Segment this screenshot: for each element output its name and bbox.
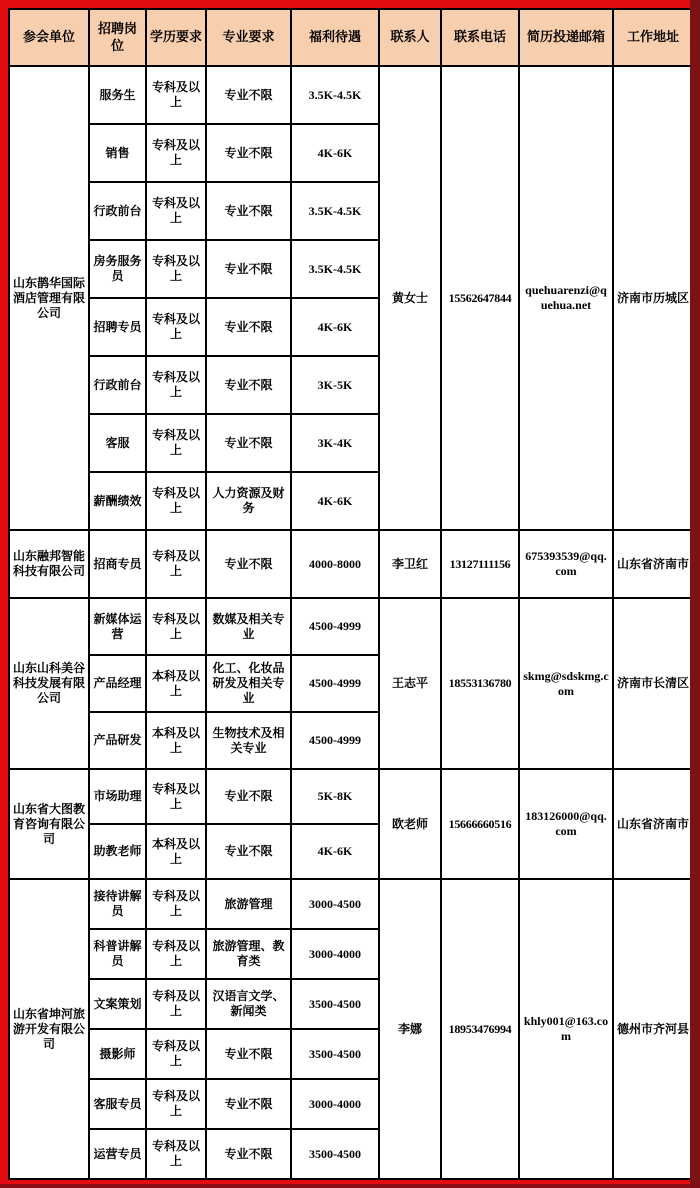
education-cell: 专科及以上 bbox=[146, 124, 206, 182]
company-name-cell: 山东山科美谷科技发展有限公司 bbox=[9, 598, 89, 769]
position-title-cell: 房务服务员 bbox=[89, 240, 146, 298]
table-row bbox=[9, 530, 693, 598]
education-cell: 专科及以上 bbox=[146, 66, 206, 124]
position-title-cell: 薪酬绩效 bbox=[89, 472, 146, 530]
position-title-cell: 市场助理 bbox=[89, 769, 146, 824]
table-row bbox=[9, 66, 693, 124]
address-cell: 山东省济南市 bbox=[613, 769, 693, 879]
salary-cell: 4500-4999 bbox=[291, 712, 379, 769]
education-cell: 专科及以上 bbox=[146, 182, 206, 240]
education-cell: 专科及以上 bbox=[146, 1129, 206, 1179]
salary-cell: 4500-4999 bbox=[291, 655, 379, 712]
education-cell: 专科及以上 bbox=[146, 1079, 206, 1129]
header-cell: 参会单位 bbox=[9, 9, 89, 66]
education-cell: 本科及以上 bbox=[146, 824, 206, 879]
salary-cell: 3.5K-4.5K bbox=[291, 182, 379, 240]
major-cell: 专业不限 bbox=[206, 240, 291, 298]
address-cell: 德州市齐河县 bbox=[613, 879, 693, 1179]
major-cell: 数媒及相关专业 bbox=[206, 598, 291, 655]
education-cell: 专科及以上 bbox=[146, 769, 206, 824]
email-cell: khly001@163.com bbox=[519, 879, 613, 1179]
header-cell: 福利待遇 bbox=[291, 9, 379, 66]
education-cell: 专科及以上 bbox=[146, 298, 206, 356]
salary-cell: 3.5K-4.5K bbox=[291, 240, 379, 298]
header-cell: 简历投递邮箱 bbox=[519, 9, 613, 66]
header-cell: 联系人 bbox=[379, 9, 441, 66]
major-cell: 专业不限 bbox=[206, 414, 291, 472]
table-area bbox=[8, 8, 692, 1178]
phone-cell: 18553136780 bbox=[441, 598, 519, 769]
salary-cell: 4K-6K bbox=[291, 472, 379, 530]
phone-cell: 18953476994 bbox=[441, 879, 519, 1179]
salary-cell: 4K-6K bbox=[291, 824, 379, 879]
education-cell: 专科及以上 bbox=[146, 929, 206, 979]
education-cell: 本科及以上 bbox=[146, 655, 206, 712]
major-cell: 专业不限 bbox=[206, 182, 291, 240]
phone-cell: 13127111156 bbox=[441, 530, 519, 598]
email-cell: quehuarenzi@quehua.net bbox=[519, 66, 613, 530]
table-row bbox=[9, 769, 693, 824]
major-cell: 专业不限 bbox=[206, 769, 291, 824]
major-cell: 专业不限 bbox=[206, 124, 291, 182]
company-name-cell: 山东鹊华国际酒店管理有限公司 bbox=[9, 66, 89, 530]
education-cell: 专科及以上 bbox=[146, 979, 206, 1029]
job-fair-table bbox=[8, 8, 694, 1180]
contact-name-cell: 欧老师 bbox=[379, 769, 441, 879]
address-cell: 山东省济南市 bbox=[613, 530, 693, 598]
education-cell: 专科及以上 bbox=[146, 472, 206, 530]
major-cell: 专业不限 bbox=[206, 1129, 291, 1179]
education-cell: 专科及以上 bbox=[146, 1029, 206, 1079]
table-row bbox=[9, 879, 693, 929]
education-cell: 专科及以上 bbox=[146, 598, 206, 655]
major-cell: 化工、化妆品研发及相关专业 bbox=[206, 655, 291, 712]
contact-name-cell: 王志平 bbox=[379, 598, 441, 769]
table-header bbox=[9, 9, 693, 66]
email-cell: 675393539@qq.com bbox=[519, 530, 613, 598]
company-name-cell: 山东融邦智能科技有限公司 bbox=[9, 530, 89, 598]
position-title-cell: 新媒体运营 bbox=[89, 598, 146, 655]
major-cell: 旅游管理、教育类 bbox=[206, 929, 291, 979]
salary-cell: 3000-4500 bbox=[291, 879, 379, 929]
education-cell: 专科及以上 bbox=[146, 240, 206, 298]
header-cell: 工作地址 bbox=[613, 9, 693, 66]
position-title-cell: 行政前台 bbox=[89, 356, 146, 414]
salary-cell: 3500-4500 bbox=[291, 1029, 379, 1079]
major-cell: 专业不限 bbox=[206, 1079, 291, 1129]
position-title-cell: 销售 bbox=[89, 124, 146, 182]
table-body bbox=[9, 66, 693, 1179]
salary-cell: 4000-8000 bbox=[291, 530, 379, 598]
contact-name-cell: 黄女士 bbox=[379, 66, 441, 530]
position-title-cell: 产品经理 bbox=[89, 655, 146, 712]
education-cell: 专科及以上 bbox=[146, 530, 206, 598]
table-row bbox=[9, 598, 693, 655]
company-name-cell: 山东省坤河旅游开发有限公司 bbox=[9, 879, 89, 1179]
salary-cell: 3.5K-4.5K bbox=[291, 66, 379, 124]
frame-right-edge bbox=[690, 0, 700, 1188]
header-cell: 招聘岗位 bbox=[89, 9, 146, 66]
phone-cell: 15666660516 bbox=[441, 769, 519, 879]
major-cell: 专业不限 bbox=[206, 824, 291, 879]
major-cell: 专业不限 bbox=[206, 298, 291, 356]
contact-name-cell: 李娜 bbox=[379, 879, 441, 1179]
major-cell: 旅游管理 bbox=[206, 879, 291, 929]
salary-cell: 3500-4500 bbox=[291, 979, 379, 1029]
header-cell: 专业要求 bbox=[206, 9, 291, 66]
position-title-cell: 服务生 bbox=[89, 66, 146, 124]
address-cell: 济南市历城区 bbox=[613, 66, 693, 530]
position-title-cell: 接待讲解员 bbox=[89, 879, 146, 929]
education-cell: 专科及以上 bbox=[146, 879, 206, 929]
header-cell: 联系电话 bbox=[441, 9, 519, 66]
position-title-cell: 文案策划 bbox=[89, 979, 146, 1029]
major-cell: 专业不限 bbox=[206, 66, 291, 124]
frame-bottom-edge bbox=[0, 1184, 700, 1188]
major-cell: 专业不限 bbox=[206, 530, 291, 598]
major-cell: 专业不限 bbox=[206, 356, 291, 414]
salary-cell: 3000-4000 bbox=[291, 929, 379, 979]
position-title-cell: 招商专员 bbox=[89, 530, 146, 598]
position-title-cell: 招聘专员 bbox=[89, 298, 146, 356]
salary-cell: 4K-6K bbox=[291, 298, 379, 356]
address-cell: 济南市长清区 bbox=[613, 598, 693, 769]
education-cell: 专科及以上 bbox=[146, 356, 206, 414]
salary-cell: 3K-5K bbox=[291, 356, 379, 414]
salary-cell: 4500-4999 bbox=[291, 598, 379, 655]
major-cell: 汉语言文学、新闻类 bbox=[206, 979, 291, 1029]
phone-cell: 15562647844 bbox=[441, 66, 519, 530]
position-title-cell: 行政前台 bbox=[89, 182, 146, 240]
position-title-cell: 摄影师 bbox=[89, 1029, 146, 1079]
company-name-cell: 山东省大图教育咨询有限公司 bbox=[9, 769, 89, 879]
major-cell: 人力资源及财务 bbox=[206, 472, 291, 530]
position-title-cell: 科普讲解员 bbox=[89, 929, 146, 979]
salary-cell: 4K-6K bbox=[291, 124, 379, 182]
position-title-cell: 运营专员 bbox=[89, 1129, 146, 1179]
education-cell: 专科及以上 bbox=[146, 414, 206, 472]
position-title-cell: 客服 bbox=[89, 414, 146, 472]
major-cell: 专业不限 bbox=[206, 1029, 291, 1079]
header-row bbox=[9, 9, 693, 66]
salary-cell: 5K-8K bbox=[291, 769, 379, 824]
position-title-cell: 客服专员 bbox=[89, 1079, 146, 1129]
position-title-cell: 助教老师 bbox=[89, 824, 146, 879]
major-cell: 生物技术及相关专业 bbox=[206, 712, 291, 769]
salary-cell: 3500-4500 bbox=[291, 1129, 379, 1179]
contact-name-cell: 李卫红 bbox=[379, 530, 441, 598]
education-cell: 本科及以上 bbox=[146, 712, 206, 769]
salary-cell: 3000-4000 bbox=[291, 1079, 379, 1129]
salary-cell: 3K-4K bbox=[291, 414, 379, 472]
header-cell: 学历要求 bbox=[146, 9, 206, 66]
position-title-cell: 产品研发 bbox=[89, 712, 146, 769]
email-cell: skmg@sdskmg.com bbox=[519, 598, 613, 769]
email-cell: 183126000@qq.com bbox=[519, 769, 613, 879]
